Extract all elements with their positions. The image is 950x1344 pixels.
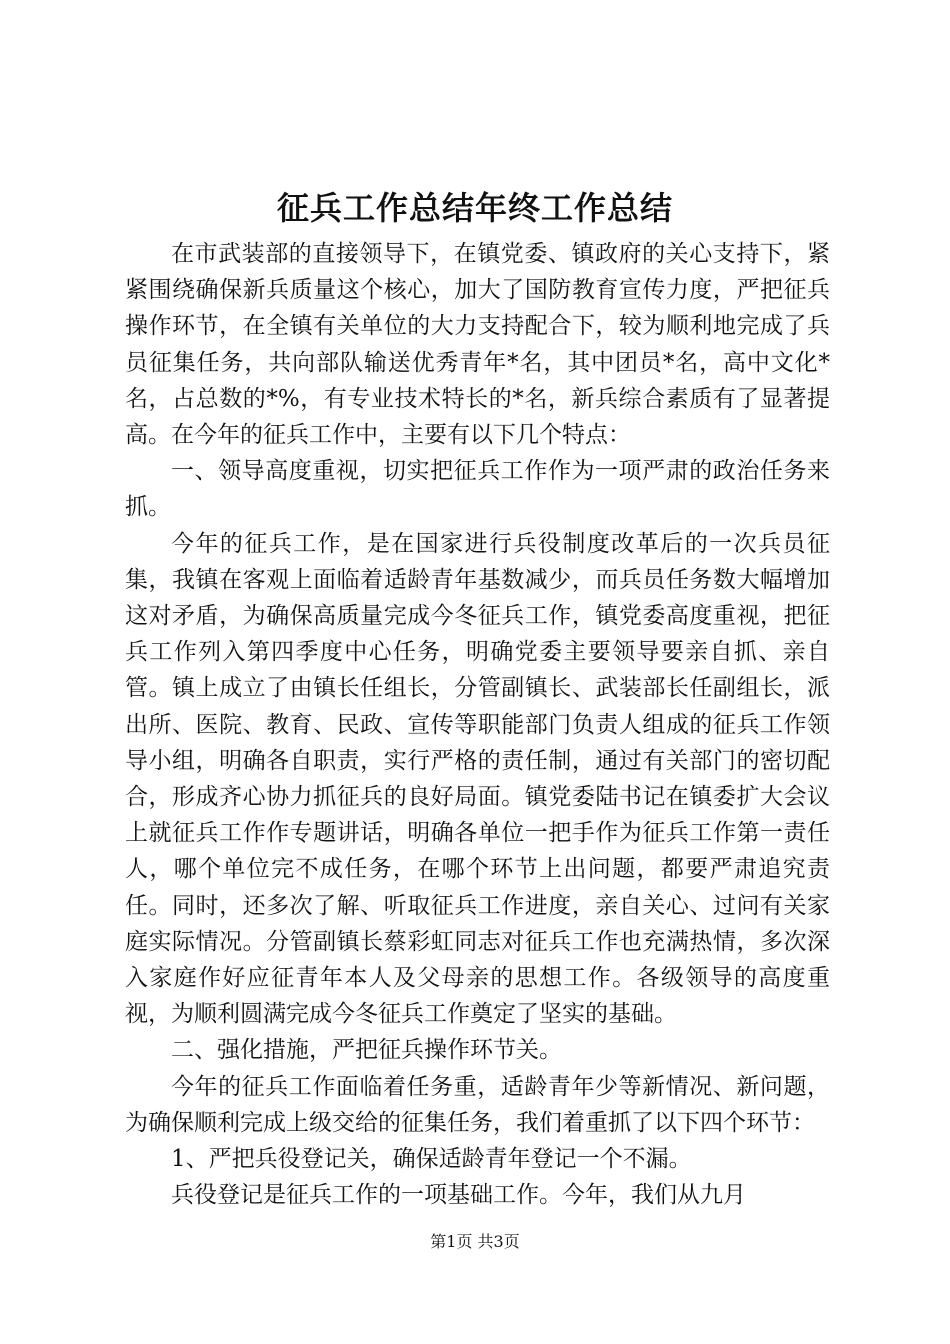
document-title: 征兵工作总结年终工作总结	[276, 189, 673, 227]
paragraph-subheading-1: 1、严把兵役登记关，确保适龄青年登记一个不漏。	[171, 1146, 692, 1173]
page-footer: 第1页 共3页	[430, 1232, 520, 1251]
paragraph-section-2: 今年的征兵工作面临着任务重，适龄青年少等新情况、新问题，为确保顺利完成上级交给的征集任务，我们着重抓了以下四个环节：	[125, 1073, 830, 1136]
document-body	[125, 236, 830, 1213]
paragraph-section-1: 今年的征兵工作，是在国家进行兵役制度改革后的一次兵员征集，我镇在客观上面临着适龄青年基数减少，而兵员任务数大幅增加这对矛盾，为确保高质量完成今冬征兵工作，镇党委高度重视，把征兵工作列入第四季度中心任务，明确党委主要领导要亲自抓、亲自管。镇上成立了由镇长任组长，分管副镇长、武装部长任副组长，派出所、医院、教育、民政、宣传等职能部门负责人组成的征兵工作领导小组，明确各自职责，实行严格的责任制，通过有关部门的密切配合，形成齐心协力抓征兵的良好局面。镇党委陆书记在镇委扩大会议上就征兵工作作专题讲话，明确各单位一把手作为征兵工作第一责任人，哪个单位完不成任务，在哪个环节上出问题，都要严肃追究责任。同时，还多次了解、听取征兵工作进度，亲自关心、过问有关家庭实际情况。分管副镇长蔡彩虹同志对征兵工作也充满热情，多次深入家庭作好应征青年本人及父母亲的思想工作。各级领导的高度重视，为顺利圆满完成今冬征兵工作奠定了坚实的基础。	[125, 530, 830, 1028]
paragraph-intro: 在市武装部的直接领导下，在镇党委、镇政府的关心支持下，紧紧围绕确保新兵质量这个核心，加大了国防教育宣传力度，严把征兵操作环节，在全镇有关单位的大力支持配合下，较为顺利地完成了兵员征集任务，共向部队输送优秀青年*名，其中团员*名，高中文化*名，占总数的*%，有专业技术特长的*名，新兵综合素质有了显著提高。在今年的征兵工作中，主要有以下几个特点：	[125, 241, 830, 449]
paragraph-heading-2: 二、强化措施，严把征兵操作环节关。	[171, 1037, 562, 1064]
paragraph-heading-1: 一、领导高度重视，切实把征兵工作作为一项严肃的政治任务来抓。	[125, 458, 830, 521]
paragraph-subsection-1: 兵役登记是征兵工作的一项基础工作。今年，我们从九月	[171, 1182, 746, 1209]
